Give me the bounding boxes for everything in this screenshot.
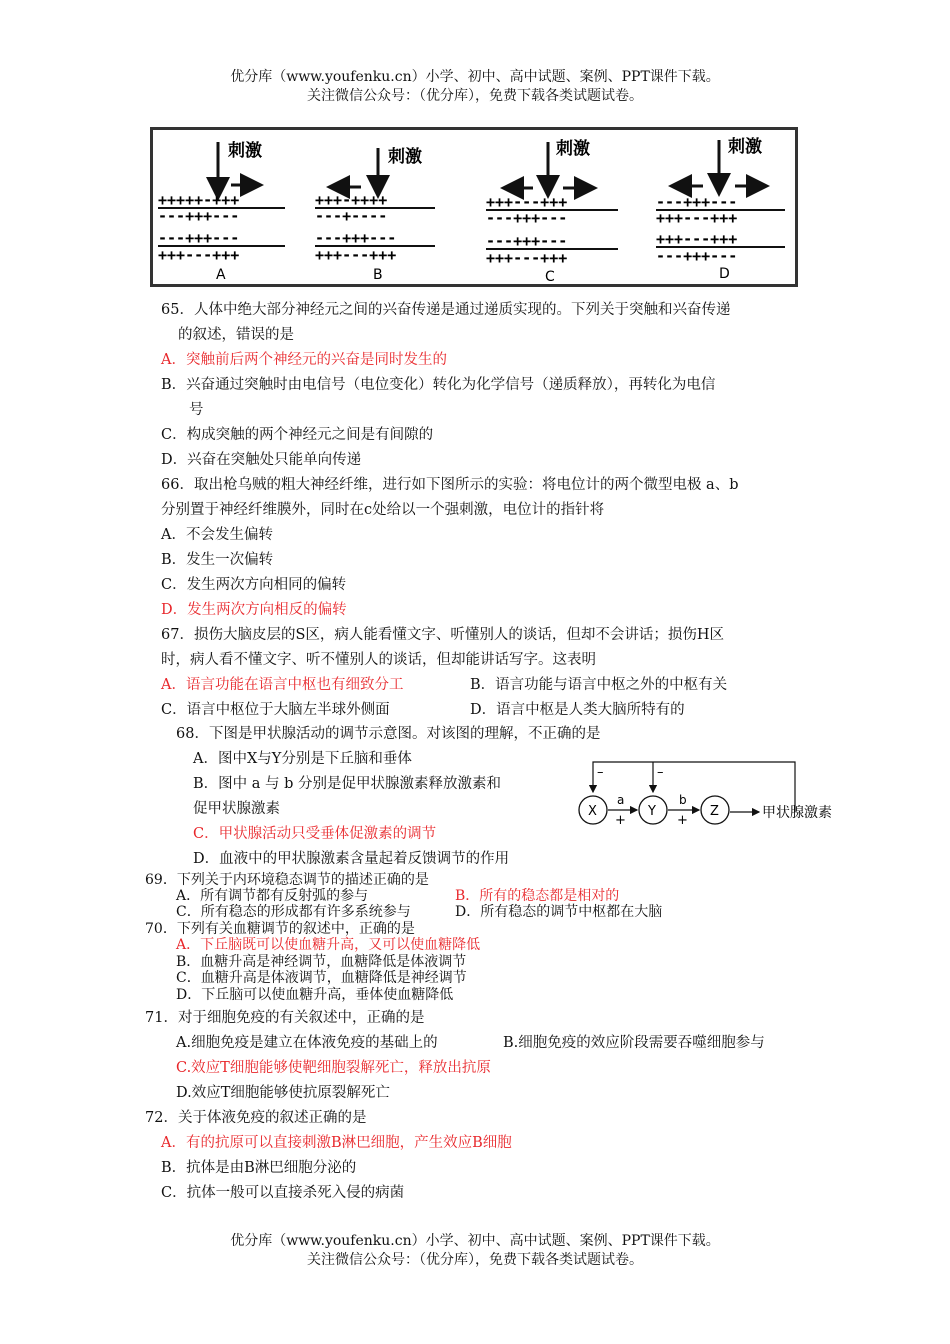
row-top-a: +++++-+++ <box>158 191 240 209</box>
panel-a <box>158 140 285 283</box>
hormone-a-label: a <box>617 793 625 807</box>
nerve-stimulus-figure <box>150 127 798 287</box>
q71-option-d: D.效应T细胞能够使抗原裂解死亡 <box>176 1085 390 1101</box>
q70-option-b: B．血糖升高是神经调节，血糖降低是体液调节 <box>176 954 467 970</box>
q66-option-a: A．不会发生偏转 <box>161 527 273 543</box>
row-top-c: +++---+++ <box>486 193 568 211</box>
panel-c <box>486 138 618 284</box>
page-footer-line1: 优分库（www.youfenku.cn）小学、初中、高中试题、案例、PPT课件下载。 <box>230 1233 720 1249</box>
panel-label-c: C <box>545 269 555 284</box>
node-x-label: X <box>588 804 597 819</box>
q69-stem: 69．下列关于内环境稳态调节的描述正确的是 <box>145 872 429 888</box>
row-low-a: ---+++--- <box>158 229 240 247</box>
node-z-label: Z <box>710 804 719 819</box>
q69-option-b: B．所有的稳态都是相对的 <box>455 888 620 904</box>
thyroid-hormone-label: 甲状腺激素 <box>762 805 832 821</box>
q70-option-c: C．血糖升高是体液调节，血糖降低是神经调节 <box>176 970 467 986</box>
row-bottom-d: ---+++--- <box>656 247 738 265</box>
q69-option-a: A．所有调节都有反射弧的参与 <box>176 888 369 904</box>
stimulus-label-b: 刺激 <box>388 147 422 167</box>
panel-b <box>315 146 435 283</box>
q72-option-c: C．抗体一般可以直接杀死入侵的病菌 <box>161 1185 405 1201</box>
row-mid-a: ---+++--- <box>158 207 240 225</box>
row-bottom-a: +++---+++ <box>158 246 240 264</box>
q72-option-b: B．抗体是由B淋巴细胞分泌的 <box>161 1160 357 1176</box>
q66-stem-line2: 分别置于神经纤维膜外，同时在c处给以一个强刺激，电位计的指针将 <box>161 502 605 518</box>
q66-option-d: D．发生两次方向相反的偏转 <box>161 602 347 618</box>
arrow-x-y-plus: + <box>615 813 626 828</box>
q66-option-b: B．发生一次偏转 <box>161 552 274 568</box>
page-header-line2: 关注微信公众号：（优分库），免费下载各类试题试卷。 <box>307 88 643 104</box>
feedback-minus-x: – <box>597 765 604 780</box>
q67-option-b: B．语言功能与语言中枢之外的中枢有关 <box>470 677 728 693</box>
feedback-minus-y: – <box>657 765 664 780</box>
q71-option-c: C.效应T细胞能够使靶细胞裂解死亡，释放出抗原 <box>176 1060 491 1076</box>
q67-stem-line2: 时，病人看不懂文字、听不懂别人的谈话，但却能讲话写字。这表明 <box>161 652 596 668</box>
q68-stem: 68．下图是甲状腺活动的调节示意图。对该图的理解，不正确的是 <box>176 726 601 742</box>
q71-option-b: B.细胞免疫的效应阶段需要吞噬细胞参与 <box>503 1035 765 1051</box>
row-mid-c: ---+++--- <box>486 209 568 227</box>
stimulus-label-c: 刺激 <box>556 139 590 159</box>
q69-option-c: C．所有稳态的形成都有许多系统参与 <box>176 904 411 920</box>
q67-option-c: C．语言中枢位于大脑左半球外侧面 <box>161 702 390 718</box>
q67-stem-line1: 67．损伤大脑皮层的S区，病人能看懂文字、听懂别人的谈话，但却不会讲话；损伤H区 <box>161 627 725 643</box>
q72-option-a: A．有的抗原可以直接刺激B淋巴细胞，产生效应B细胞 <box>161 1135 512 1151</box>
q69-option-d: D．所有稳态的调节中枢都在大脑 <box>455 904 663 920</box>
q70-option-d: D．下丘脑可以使血糖升高，垂体使血糖降低 <box>176 987 454 1003</box>
q67-option-a: A．语言功能在语言中枢也有细致分工 <box>161 677 404 693</box>
row-low-b: ---+++--- <box>315 229 397 247</box>
page-footer-line2: 关注微信公众号：（优分库），免费下载各类试题试卷。 <box>307 1252 643 1268</box>
panel-label-a: A <box>216 267 226 283</box>
stimulus-label-a: 刺激 <box>228 141 262 161</box>
q66-option-c: C．发生两次方向相同的偏转 <box>161 577 347 593</box>
q68-option-b-line2: 促甲状腺激素 <box>193 801 280 817</box>
q65-option-c: C．构成突触的两个神经元之间是有间隙的 <box>161 427 434 443</box>
q68-option-a: A．图中X与Y分别是下丘脑和垂体 <box>193 751 412 767</box>
row-low-c: ---+++--- <box>486 232 568 250</box>
q65-option-b-line2: 号 <box>189 402 204 418</box>
row-bottom-b: +++---+++ <box>315 246 397 264</box>
q68-option-d: D．血液中的甲状腺激素含量起着反馈调节的作用 <box>193 851 510 867</box>
q65-option-b-line1: B．兴奋通过突触时由电信号（电位变化）转化为化学信号（递质释放），再转化为电信 <box>161 377 716 393</box>
q66-stem-line1: 66．取出枪乌贼的粗大神经纤维，进行如下图所示的实验：将电位计的两个微型电极 a、b <box>161 477 739 493</box>
panel-d <box>656 136 785 282</box>
stimulus-label-d: 刺激 <box>728 137 762 157</box>
arrow-y-z-plus: + <box>677 813 688 828</box>
row-bottom-c: +++---+++ <box>486 249 568 267</box>
q70-stem: 70．下列有关血糖调节的叙述中，正确的是 <box>145 921 415 937</box>
row-mid-b: ---+---- <box>315 207 388 225</box>
q67-option-d: D．语言中枢是人类大脑所特有的 <box>470 702 685 718</box>
page-header-line1: 优分库（www.youfenku.cn）小学、初中、高中试题、案例、PPT课件下载。 <box>230 69 720 85</box>
q71-stem: 71．对于细胞免疫的有关叙述中，正确的是 <box>145 1010 425 1026</box>
nerve-stimulus-diagram <box>153 130 795 284</box>
panel-label-d: D <box>719 266 730 282</box>
thyroid-regulation-figure <box>573 758 845 833</box>
node-y-label: Y <box>648 804 656 819</box>
panel-label-b: B <box>373 267 383 283</box>
q65-option-a: A．突触前后两个神经元的兴奋是同时发生的 <box>161 352 447 368</box>
q68-option-c: C．甲状腺活动只受垂体促激素的调节 <box>193 826 437 842</box>
q68-option-b-line1: B．图中 a 与 b 分别是促甲状腺激素释放激素和 <box>193 776 502 792</box>
q65-stem-line2: 的叙述，错误的是 <box>178 327 294 343</box>
q65-option-d: D．兴奋在突触处只能单向传递 <box>161 452 362 468</box>
row-top-d: ---+++--- <box>656 193 738 211</box>
row-mid-d: +++---+++ <box>656 209 738 227</box>
q65-stem-line1: 65．人体中绝大部分神经元之间的兴奋传递是通过递质实现的。下列关于突触和兴奋传递 <box>161 302 731 318</box>
thyroid-regulation-diagram <box>573 758 845 833</box>
q70-option-a: A．下丘脑既可以使血糖升高，又可以使血糖降低 <box>176 937 481 953</box>
hormone-b-label: b <box>679 793 687 807</box>
row-low-d: +++---+++ <box>656 230 738 248</box>
q71-option-a: A.细胞免疫是建立在体液免疫的基础上的 <box>176 1035 438 1051</box>
row-top-b: +++-++++ <box>315 191 388 209</box>
q72-stem: 72．关于体液免疫的叙述正确的是 <box>145 1110 367 1126</box>
